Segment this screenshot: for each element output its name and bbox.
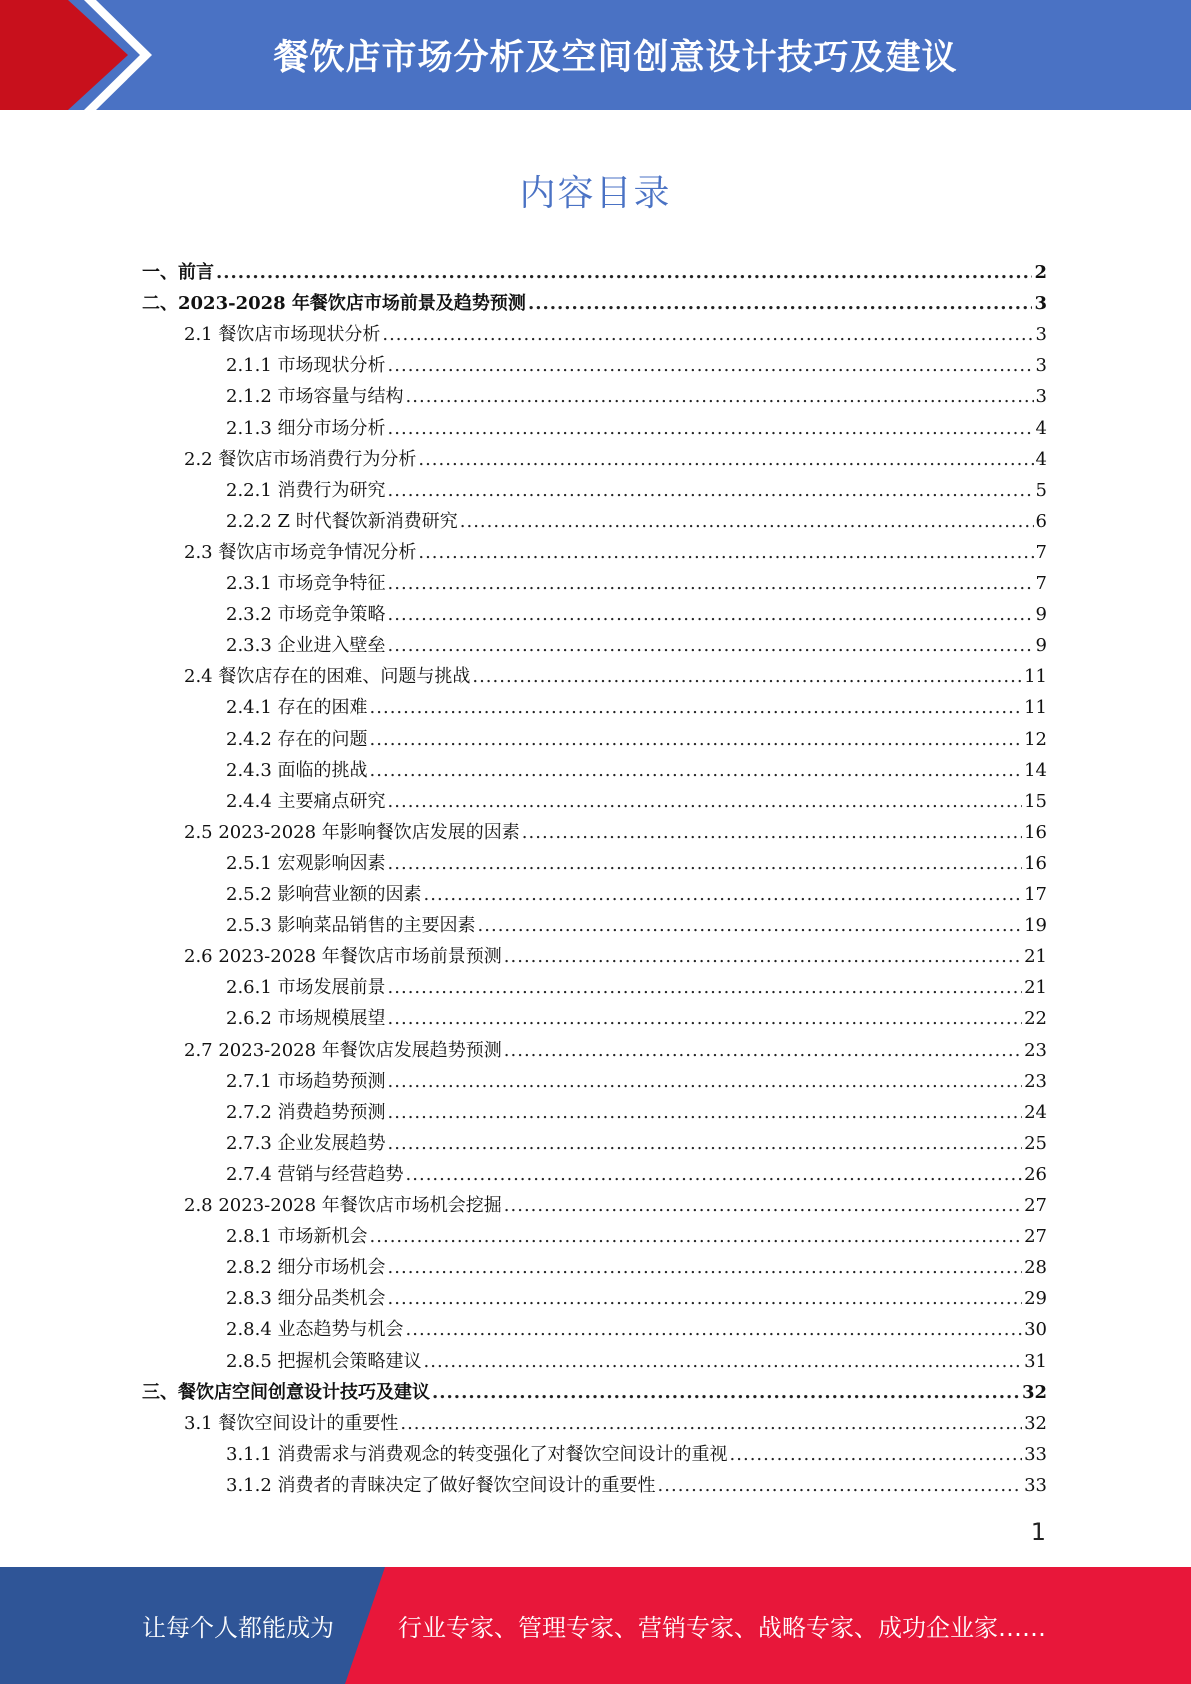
toc-entry-page: 25 (1024, 1132, 1047, 1154)
toc-entry-page: 6 (1035, 510, 1047, 532)
toc-leader-dots (418, 449, 1033, 471)
toc-entry-label: 2.7.3 企业发展趋势 (226, 1132, 386, 1154)
toc-entry-page: 7 (1035, 541, 1047, 563)
toc-entry-page: 2 (1034, 262, 1047, 283)
toc-leader-dots (388, 1288, 1023, 1310)
toc-entry[interactable] (226, 346, 1047, 377)
toc-entry-label: 2.7.2 消费趋势预测 (226, 1101, 386, 1123)
toc-entry-label: 2.1 餐饮店市场现状分析 (184, 324, 381, 346)
toc-entry-label: 3.1.1 消费需求与消费观念的转变强化了对餐饮空间设计的重视 (226, 1443, 728, 1465)
toc-leader-dots (388, 635, 1034, 657)
toc-leader-dots (504, 1195, 1022, 1217)
toc-entry-label: 2.4.2 存在的问题 (226, 728, 368, 750)
toc-entry[interactable] (226, 1466, 1047, 1497)
toc-entry-page: 4 (1035, 417, 1047, 439)
toc-entry-label: 三、餐饮店空间创意设计技巧及建议 (142, 1381, 430, 1403)
toc-entry-label: 3.1.2 消费者的青睐决定了做好餐饮空间设计的重要性 (226, 1474, 656, 1496)
toc-entry-label: 一、前言 (142, 262, 214, 283)
toc-leader-dots (388, 977, 1023, 999)
toc-entry[interactable] (226, 1310, 1047, 1341)
toc-entry-label: 2.3.2 市场竞争策略 (226, 604, 386, 626)
toc-leader-dots (658, 1475, 1023, 1497)
toc-leader-dots (388, 355, 1034, 377)
toc-entry[interactable] (184, 315, 1047, 346)
toc-leader-dots (406, 386, 1034, 408)
document-title: 餐饮店市场分析及空间创意设计技巧及建议 (273, 38, 958, 78)
toc-entry-page: 3 (1035, 355, 1047, 377)
toc-entry-label: 二、2023-2028 年餐饮店市场前景及趋势预测 (142, 293, 526, 315)
toc-entry-label: 2.3.1 市场竞争特征 (226, 573, 386, 594)
toc-entry[interactable] (184, 657, 1047, 688)
toc-leader-dots (388, 791, 1023, 813)
toc-leader-dots (460, 511, 1034, 533)
toc-leader-dots (478, 915, 1023, 937)
toc-entry[interactable] (142, 284, 1047, 315)
toc-entry-page: 26 (1024, 1163, 1047, 1185)
toc-entry[interactable] (226, 1248, 1047, 1279)
toc-entry[interactable] (226, 844, 1047, 875)
toc-entry[interactable] (184, 533, 1047, 564)
toc-leader-dots (370, 760, 1023, 782)
toc-entry[interactable] (226, 875, 1047, 906)
toc-entry[interactable] (226, 968, 1047, 999)
toc-entry[interactable] (226, 502, 1047, 533)
toc-entry-label: 2.4.3 面临的挑战 (226, 759, 368, 781)
toc-entry-label: 2.1.3 细分市场分析 (226, 417, 386, 439)
toc-entry-page: 32 (1024, 1412, 1047, 1434)
toc-entry-page: 16 (1024, 852, 1047, 874)
toc-entry-label: 2.5.3 影响菜品销售的主要因素 (226, 915, 476, 937)
toc-entry-label: 2.3.3 企业进入壁垒 (226, 635, 386, 657)
toc-leader-dots (382, 324, 1033, 346)
toc-leader-dots (400, 1413, 1022, 1435)
toc-entry-page: 32 (1021, 1381, 1047, 1403)
toc-entry[interactable] (226, 1093, 1047, 1124)
page-number: 1 (1030, 1518, 1046, 1546)
toc-entry[interactable] (226, 999, 1047, 1030)
toc-entry[interactable] (226, 1124, 1047, 1155)
toc-entry[interactable] (226, 1217, 1047, 1248)
toc-entry-label: 2.7.4 营销与经营趋势 (226, 1163, 404, 1185)
toc-entry-page: 21 (1024, 977, 1047, 999)
toc-entry-page: 29 (1024, 1288, 1047, 1310)
toc-entry-page: 4 (1035, 448, 1047, 470)
toc-entry-page: 5 (1035, 479, 1047, 501)
toc-entry-label: 2.6 2023-2028 年餐饮店市场前景预测 (184, 946, 502, 968)
toc-leader-dots (504, 946, 1022, 968)
toc-entry-page: 24 (1024, 1101, 1047, 1123)
toc-entry-label: 2.2 餐饮店市场消费行为分析 (184, 448, 417, 470)
toc-entry[interactable] (226, 720, 1047, 751)
toc-entry[interactable] (226, 906, 1047, 937)
toc-entry-label: 2.8.1 市场新机会 (226, 1226, 368, 1248)
toc-leader-dots (406, 1319, 1023, 1341)
toc-entry[interactable] (226, 626, 1047, 657)
toc-entry[interactable] (226, 782, 1047, 813)
toc-leader-dots (406, 1164, 1023, 1186)
toc-entry-page: 23 (1024, 1070, 1047, 1092)
toc-entry-page: 28 (1024, 1257, 1047, 1279)
toc-entry[interactable] (184, 1186, 1047, 1217)
toc-leader-dots (388, 853, 1023, 875)
toc-entry[interactable] (226, 751, 1047, 782)
toc-entry-page: 9 (1035, 635, 1047, 657)
toc-entry-page: 33 (1024, 1443, 1047, 1465)
toc-entry-page: 23 (1024, 1039, 1047, 1061)
toc-leader-dots (216, 262, 1032, 284)
footer-slogan-right: 行业专家、管理专家、营销专家、战略专家、成功企业家…… (398, 1614, 1046, 1642)
toc-entry-page: 17 (1024, 884, 1047, 905)
toc-leader-dots (472, 666, 1022, 688)
toc-leader-dots (504, 1040, 1022, 1062)
toc-entry-label: 2.8.3 细分品类机会 (226, 1288, 386, 1310)
toc-entry-page: 30 (1024, 1319, 1047, 1341)
toc-entry-page: 31 (1024, 1350, 1047, 1372)
toc-entry-label: 3.1 餐饮空间设计的重要性 (184, 1412, 399, 1434)
toc-leader-dots (388, 1102, 1023, 1124)
toc-entry-label: 2.7 2023-2028 年餐饮店发展趋势预测 (184, 1039, 502, 1061)
toc-entry-page: 19 (1024, 915, 1047, 937)
toc-entry-page: 33 (1024, 1474, 1047, 1496)
toc-entry-page: 3 (1035, 386, 1047, 408)
toc-entry-page: 16 (1024, 821, 1047, 843)
toc-leader-dots (522, 822, 1022, 844)
toc-entry-label: 2.4.1 存在的困难 (226, 697, 368, 719)
toc-entry[interactable] (226, 595, 1047, 626)
toc-entry-label: 2.5.1 宏观影响因素 (226, 852, 386, 874)
toc-entry[interactable] (184, 1404, 1047, 1435)
toc-leader-dots (370, 729, 1023, 751)
toc-entry-page: 21 (1024, 946, 1047, 968)
toc-leader-dots (388, 1008, 1023, 1030)
toc-entry[interactable] (184, 937, 1047, 968)
toc-leader-dots (424, 1351, 1023, 1373)
toc-entry[interactable] (226, 688, 1047, 719)
toc-entry-page: 3 (1035, 324, 1047, 346)
toc-entry-label: 2.1.1 市场现状分析 (226, 355, 386, 377)
toc-entry-label: 2.7.1 市场趋势预测 (226, 1070, 386, 1092)
toc-entry-label: 2.8.4 业态趋势与机会 (226, 1319, 404, 1341)
toc-leader-dots (388, 1071, 1023, 1093)
toc-entry-page: 3 (1034, 293, 1047, 315)
toc-leader-dots (432, 1382, 1020, 1404)
toc-entry[interactable] (226, 471, 1047, 502)
toc-leader-dots (388, 573, 1034, 595)
toc-entry-page: 22 (1024, 1008, 1047, 1030)
toc-entry-page: 7 (1035, 573, 1047, 594)
toc-entry[interactable] (184, 440, 1047, 471)
toc-heading: 内容目录 (519, 173, 672, 214)
toc-leader-dots (730, 1444, 1023, 1466)
toc-entry-label: 2.1.2 市场容量与结构 (226, 386, 404, 408)
toc-entry-label: 2.4.4 主要痛点研究 (226, 790, 386, 812)
toc-entry[interactable] (184, 813, 1047, 844)
toc-entry-label: 2.5 2023-2028 年影响餐饮店发展的因素 (184, 821, 520, 843)
toc-entry-page: 11 (1024, 697, 1047, 719)
toc-leader-dots (528, 293, 1033, 315)
toc-leader-dots (388, 418, 1034, 440)
footer-banner (0, 1567, 1191, 1684)
toc-leader-dots (370, 1226, 1023, 1248)
toc-entry[interactable] (184, 1031, 1047, 1062)
header-arrow-icon (0, 0, 160, 110)
toc-leader-dots (424, 884, 1023, 906)
toc-entry-page: 14 (1024, 759, 1047, 781)
toc-leader-dots (388, 604, 1034, 626)
toc-entry[interactable] (226, 1062, 1047, 1093)
toc-entry-label: 2.8.5 把握机会策略建议 (226, 1350, 422, 1372)
toc-entry-label: 2.6.1 市场发展前景 (226, 977, 386, 999)
toc-entry[interactable] (226, 1342, 1047, 1373)
toc-entry-page: 9 (1035, 604, 1047, 626)
header-banner (0, 0, 1191, 110)
toc-entry[interactable] (226, 409, 1047, 440)
toc-entry-label: 2.5.2 影响营业额的因素 (226, 884, 422, 905)
toc-entry-label: 2.8.2 细分市场机会 (226, 1257, 386, 1279)
toc-entry-page: 11 (1024, 666, 1047, 688)
toc-entry-label: 2.8 2023-2028 年餐饮店市场机会挖掘 (184, 1195, 502, 1216)
toc-leader-dots (388, 1133, 1023, 1155)
toc-entry-page: 15 (1024, 790, 1047, 812)
toc-entry[interactable] (226, 1279, 1047, 1310)
toc-leader-dots (370, 697, 1023, 719)
toc-entry-label: 2.6.2 市场规模展望 (226, 1008, 386, 1030)
toc-entry-label: 2.2.2 Z 时代餐饮新消费研究 (226, 510, 458, 532)
toc-entry[interactable] (142, 1373, 1047, 1404)
toc-entry-label: 2.2.1 消费行为研究 (226, 479, 386, 501)
toc-entry[interactable] (142, 253, 1047, 284)
toc-entry-page: 27 (1024, 1226, 1047, 1248)
toc-leader-dots (388, 1257, 1023, 1279)
toc-entry-label: 2.3 餐饮店市场竞争情况分析 (184, 541, 417, 563)
toc-entry[interactable] (226, 377, 1047, 408)
toc-entry[interactable] (226, 1155, 1047, 1186)
toc-leader-dots (418, 542, 1033, 564)
toc-entry[interactable] (226, 564, 1047, 595)
footer-slogan-left: 让每个人都能成为 (142, 1614, 334, 1642)
toc-entry-page: 27 (1024, 1195, 1047, 1216)
toc-entry-label: 2.4 餐饮店存在的困难、问题与挑战 (184, 666, 471, 688)
toc-entry[interactable] (226, 1435, 1047, 1466)
toc-leader-dots (388, 480, 1034, 502)
toc-entry-page: 12 (1024, 728, 1047, 750)
